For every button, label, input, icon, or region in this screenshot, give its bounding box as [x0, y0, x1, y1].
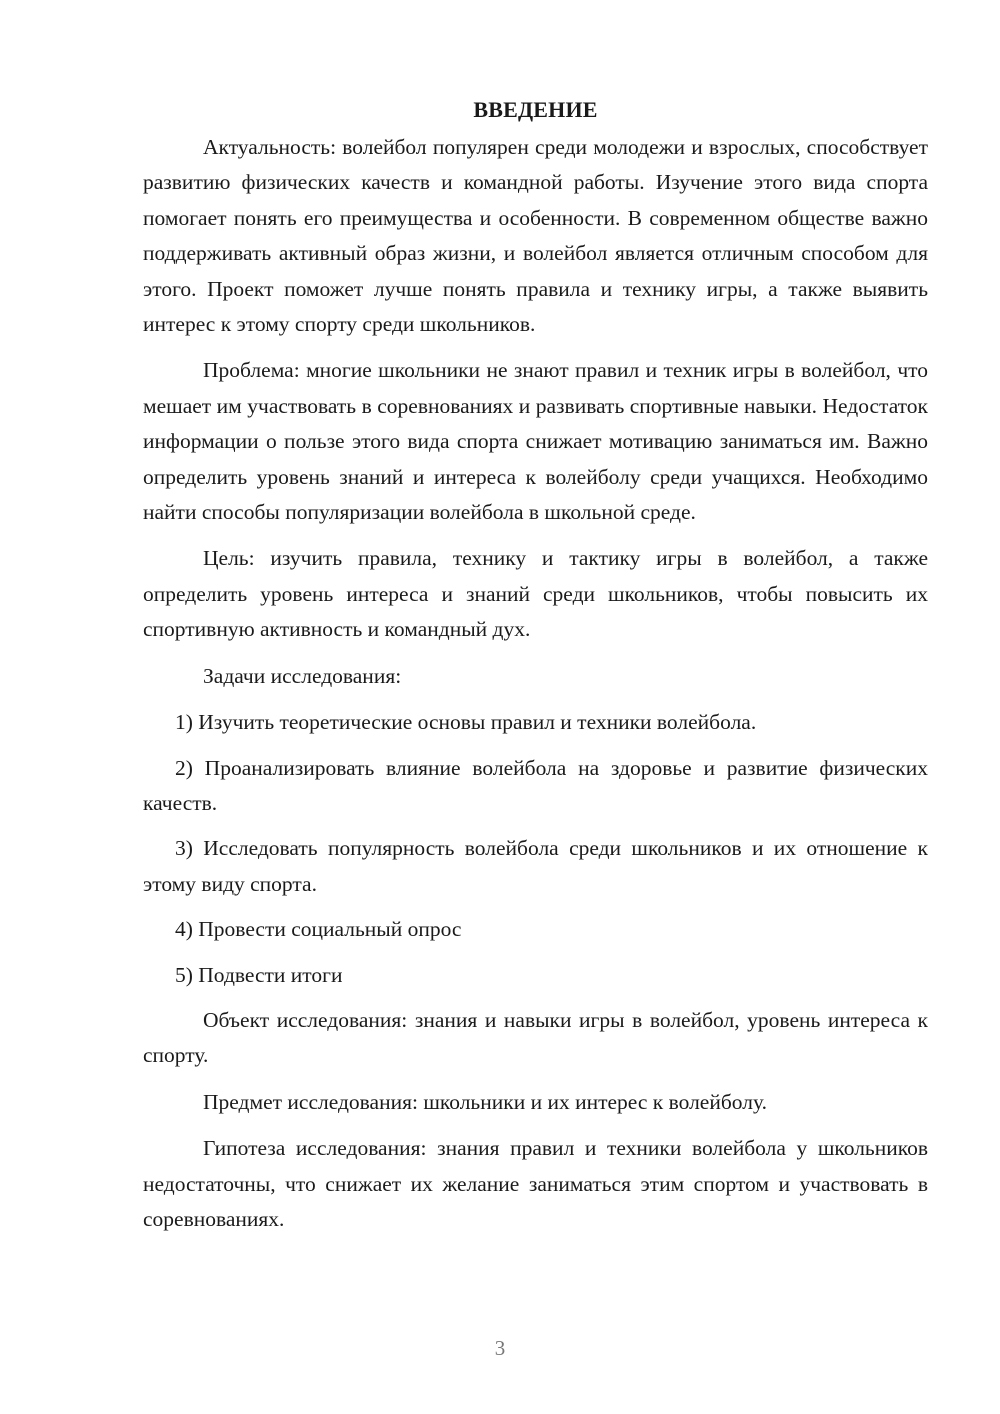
section-title: ВВЕДЕНИЕ [473, 97, 598, 122]
subject-paragraph: Предмет исследования: школьники и их интерес к волейболу. [203, 1089, 767, 1114]
tasks-heading: Задачи исследования: [203, 663, 402, 688]
document-page [143, 92, 928, 1248]
relevance-paragraph: Актуальность: волейбол популярен среди молодежи и взрослых, способствует развитию физических качеств и командной работы. Изучение этого вида спорта помогает понять его преимущества и особенности. В современном обществе важно поддерживать активный образ жизни, и волейбол является отличным способом для этого. Проект поможет лучше понять правила и технику игры, а также выявить интерес к этому спорту среди школьников. [143, 135, 928, 337]
task-item-5: 5) Подвести итоги [175, 962, 343, 987]
goal-paragraph: Цель: изучить правила, технику и тактику игры в волейбол, а также определить уровень интереса и знаний среди школьников, чтобы повысить их спортивную активность и командный дух. [143, 546, 928, 642]
problem-paragraph: Проблема: многие школьники не знают правил и техник игры в волейбол, что мешает им участвовать в соревнованиях и развивать спортивные навыки. Недостаток информации о пользе этого вида спорта снижает мотивацию заниматься им. Важно определить уровень знаний и интереса к волейболу среди учащихся. Необходимо найти способы популяризации волейбола в школьной среде. [143, 358, 928, 525]
task-item-2: 2) Проанализировать влияние волейбола на здоровье и развитие физических качеств. [143, 755, 928, 815]
hypothesis-paragraph: Гипотеза исследования: знания правил и техники волейбола у школьников недостаточны, что снижает их желание заниматься этим спортом и участвовать в соревнованиях. [143, 1136, 928, 1231]
page-number: 3 [494, 1336, 506, 1360]
task-item-3: 3) Исследовать популярность волейбола среди школьников и их отношение к этому виду спорта. [143, 836, 928, 896]
task-item-1: 1) Изучить теоретические основы правил и техники волейбола. [175, 710, 757, 735]
object-paragraph: Объект исследования: знания и навыки игры в волейбол, уровень интереса к спорту. [143, 1007, 928, 1068]
task-item-4: 4) Провести социальный опрос [175, 917, 462, 942]
